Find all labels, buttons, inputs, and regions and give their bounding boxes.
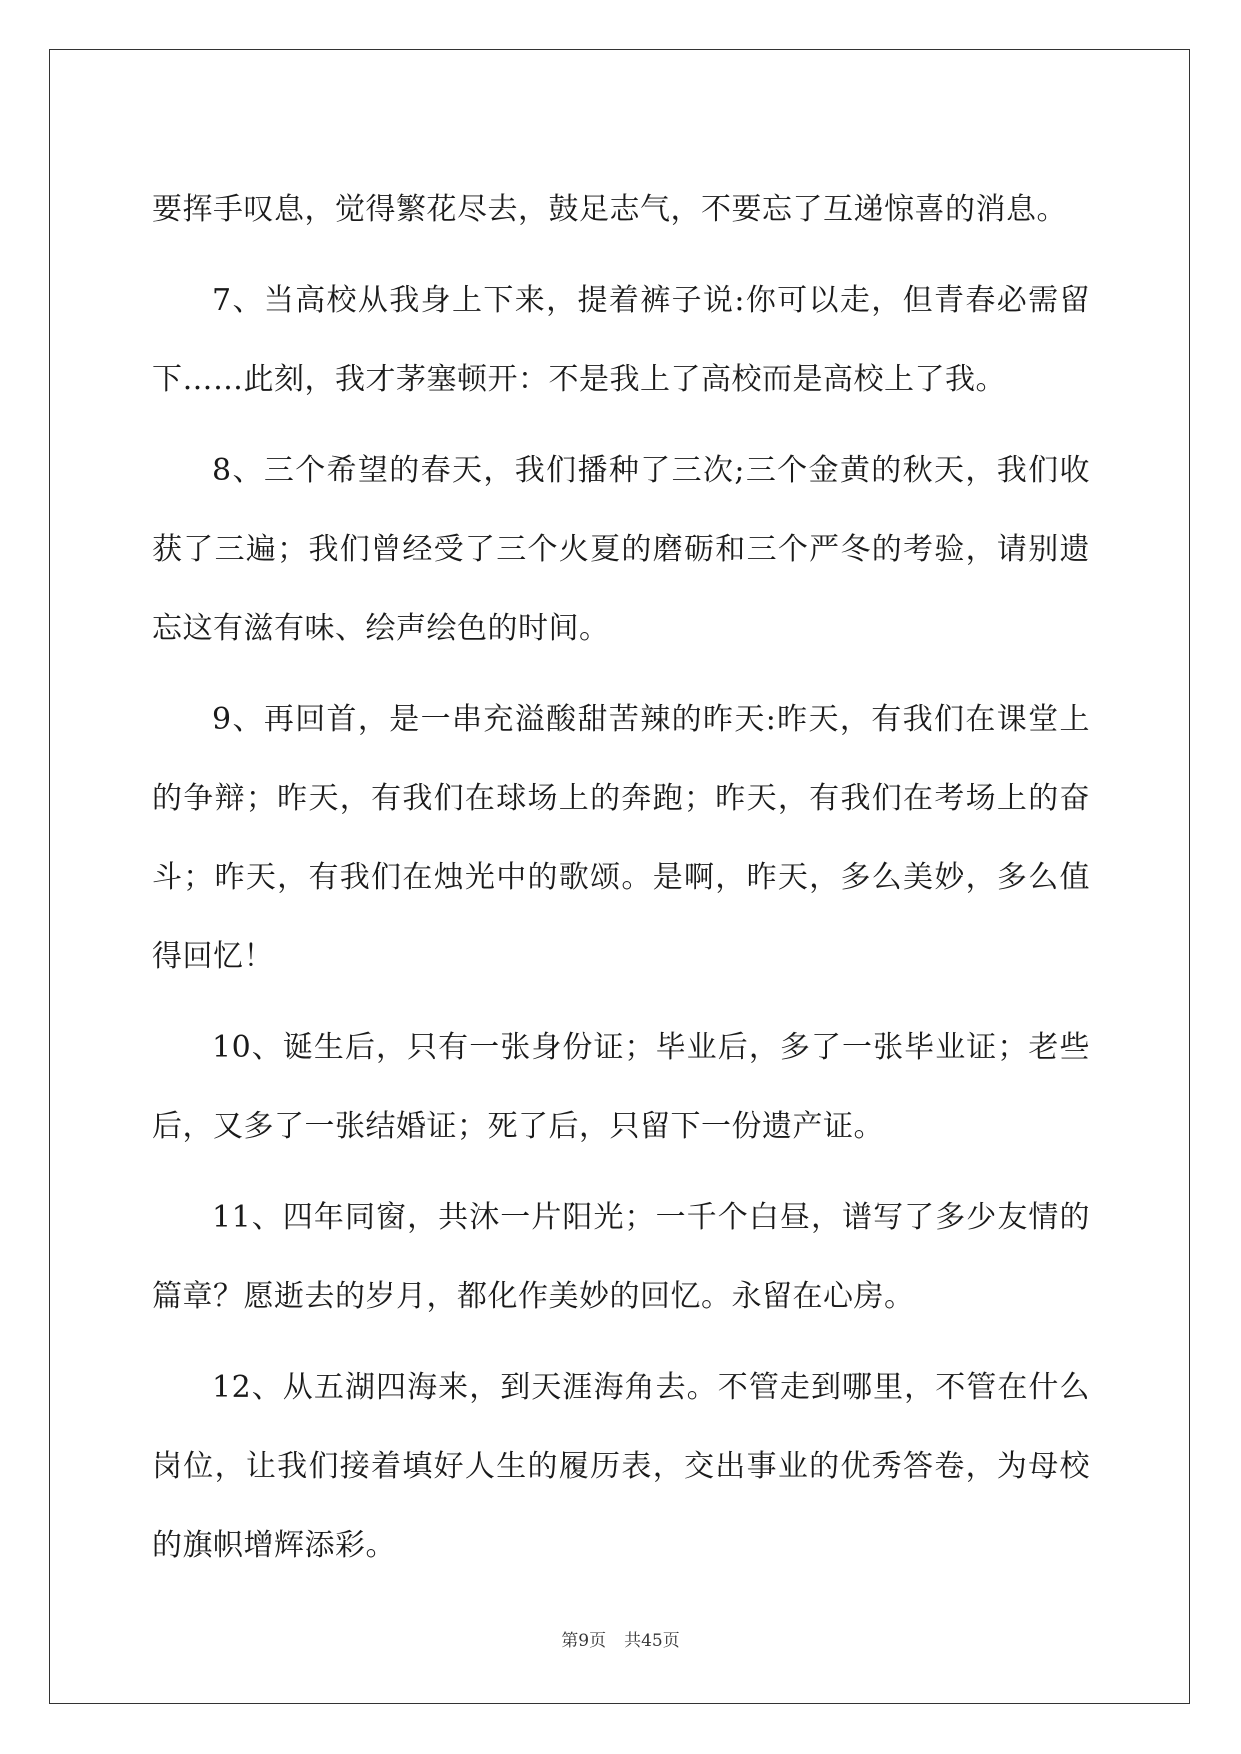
paragraph-continuation: 要挥手叹息，觉得繁花尽去，鼓足志气，不要忘了互递惊喜的消息。 [152, 192, 1067, 227]
paragraph-item-9: 9、再回首，是一串充溢酸甜苦辣的昨天:昨天，有我们在课堂上的争辩；昨天，有我们在球场上的奔跑；昨天，有我们在考场上的奋斗；昨天，有我们在烛光中的歌颂。是啊，昨天，多么美妙，多么值得回忆！ [152, 702, 1090, 974]
page-total: 共45页 [624, 1631, 680, 1651]
paragraph-item-12: 12、从五湖四海来，到天涯海角去。不管走到哪里，不管在什么岗位，让我们接着填好人生的履历表，交出事业的优秀答卷，为母校的旗帜增辉添彩。 [152, 1370, 1090, 1563]
paragraph-item-7: 7、当高校从我身上下来，提着裤子说:你可以走，但青春必需留下……此刻，我才茅塞顿开：不是我上了高校而是高校上了我。 [152, 283, 1090, 397]
document-body [152, 170, 1090, 1597]
paragraph-item-11: 11、四年同窗，共沐一片阳光；一千个白昼，谱写了多少友情的篇章？愿逝去的岁月，都化作美妙的回忆。永留在心房。 [152, 1200, 1090, 1314]
page-number: 第9页 [561, 1631, 607, 1651]
paragraph-item-10: 10、诞生后，只有一张身份证；毕业后，多了一张毕业证；老些后，又多了一张结婚证；死了后，只留下一份遗产证。 [152, 1030, 1090, 1144]
page-footer [0, 1626, 1241, 1651]
paragraph-item-8: 8、三个希望的春天，我们播种了三次;三个金黄的秋天，我们收获了三遍；我们曾经受了三个火夏的磨砺和三个严冬的考验，请别遗忘这有滋有味、绘声绘色的时间。 [152, 453, 1090, 646]
